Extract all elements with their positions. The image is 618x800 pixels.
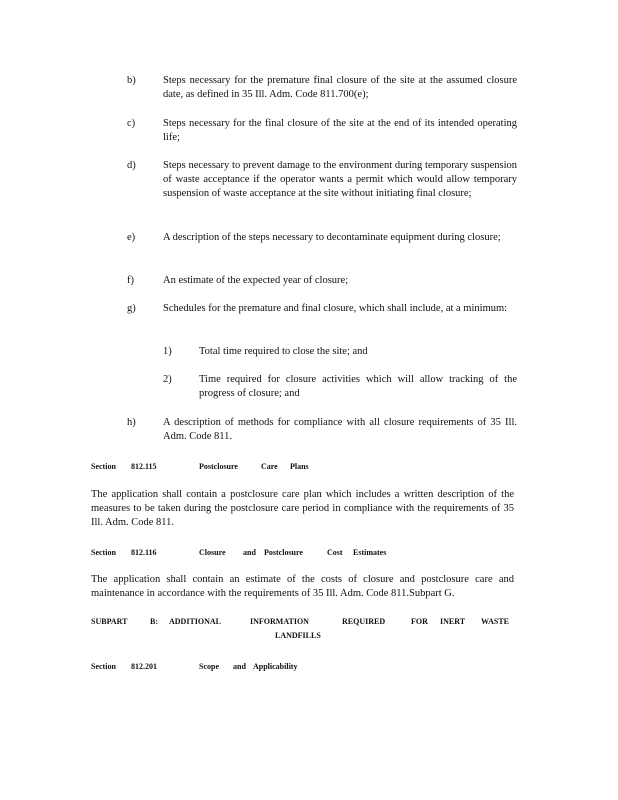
list-item-text: Steps necessary for the final closure of the site at the end of its intended operating life; [163, 118, 517, 143]
section-title-word: Postclosure [199, 462, 238, 471]
section-title-word: Care [261, 462, 278, 471]
list-item-e [127, 231, 517, 259]
list-item-label: g) [127, 303, 136, 314]
section-title-word: Estimates [353, 548, 387, 557]
list-item-label: f) [127, 275, 134, 286]
section-title-word: and [233, 662, 246, 671]
section-title-word: Closure [199, 548, 226, 557]
section-title-word: Postclosure [264, 548, 303, 557]
paragraph-cost-estimates: The application shall contain an estimate of the costs of closure and postclosure care and maintenance in accordance with the requirements of 35 Ill. Adm. Code 811.Subpart G. [91, 574, 514, 599]
list-item-label: h) [127, 417, 136, 428]
section-word: Section [91, 548, 116, 557]
list-item-c [127, 117, 517, 145]
sub-item-text: Total time required to close the site; and [199, 346, 368, 357]
sub-item-1 [163, 345, 518, 359]
subpart-word: ADDITIONAL [169, 617, 222, 626]
list-item-text: Steps necessary for the premature final closure of the site at the assumed closure date, as defined in 35 Ill. Adm. Code 811.700(e); [163, 75, 517, 100]
section-word: Section [91, 662, 116, 671]
list-item-text: Schedules for the premature and final closure, which shall include, at a minimum: [163, 303, 508, 314]
list-item-label: d) [127, 160, 136, 171]
sub-item-label: 1) [163, 346, 172, 357]
subpart-word: INERT [440, 617, 466, 626]
section-heading-812-201 [91, 661, 521, 672]
section-title-word: Plans [290, 462, 309, 471]
list-item-d [127, 159, 517, 215]
list-item-b [127, 74, 517, 102]
subpart-word: FOR [411, 617, 428, 626]
list-item-text: A description of the steps necessary to decontaminate equipment during closure; [163, 232, 501, 243]
list-item-text: Steps necessary to prevent damage to the environment during temporary suspension of waste acceptance if the operator wants a permit which would allow temporary suspension of waste acceptance at the site without initiating final closure; [163, 160, 517, 199]
subpart-heading [91, 615, 521, 643]
section-title-word: Cost [327, 548, 343, 557]
list-item-h [127, 416, 517, 444]
subpart-word: B: [150, 617, 158, 626]
subpart-word: SUBPART [91, 617, 128, 626]
section-number: 812.115 [131, 462, 157, 471]
section-title-word: Applicability [253, 662, 298, 671]
list-item-label: b) [127, 75, 136, 86]
section-number: 812.201 [131, 662, 157, 671]
paragraph-postclosure-plan: The application shall contain a postclosure care plan which includes a written description of the measures to be taken during the postclosure care period in compliance with the requirements of 35 Ill. Adm. Code 811. [91, 489, 514, 528]
section-number: 812.116 [131, 548, 157, 557]
list-item-label: c) [127, 118, 136, 129]
sub-item-2 [163, 373, 518, 401]
subpart-word: WASTE [481, 617, 510, 626]
list-item-g [127, 302, 517, 330]
subpart-word: LANDFILLS [275, 631, 321, 640]
subpart-word: INFORMATION [250, 617, 309, 626]
section-title-word: Scope [199, 662, 219, 671]
list-item-label: e) [127, 232, 136, 243]
list-item-text: A description of methods for compliance with all closure requirements of 35 Ill. Adm. Code 811. [163, 417, 517, 442]
section-heading-812-115 [91, 461, 521, 472]
list-item-text: An estimate of the expected year of closure; [163, 275, 349, 286]
section-heading-812-116 [91, 547, 521, 558]
subpart-word: REQUIRED [342, 617, 386, 626]
list-item-f [127, 274, 517, 288]
sub-item-label: 2) [163, 374, 172, 385]
sub-item-text: Time required for closure activities which will allow tracking of the progress of closure; and [199, 374, 517, 399]
section-word: Section [91, 462, 116, 471]
section-title-word: and [243, 548, 256, 557]
